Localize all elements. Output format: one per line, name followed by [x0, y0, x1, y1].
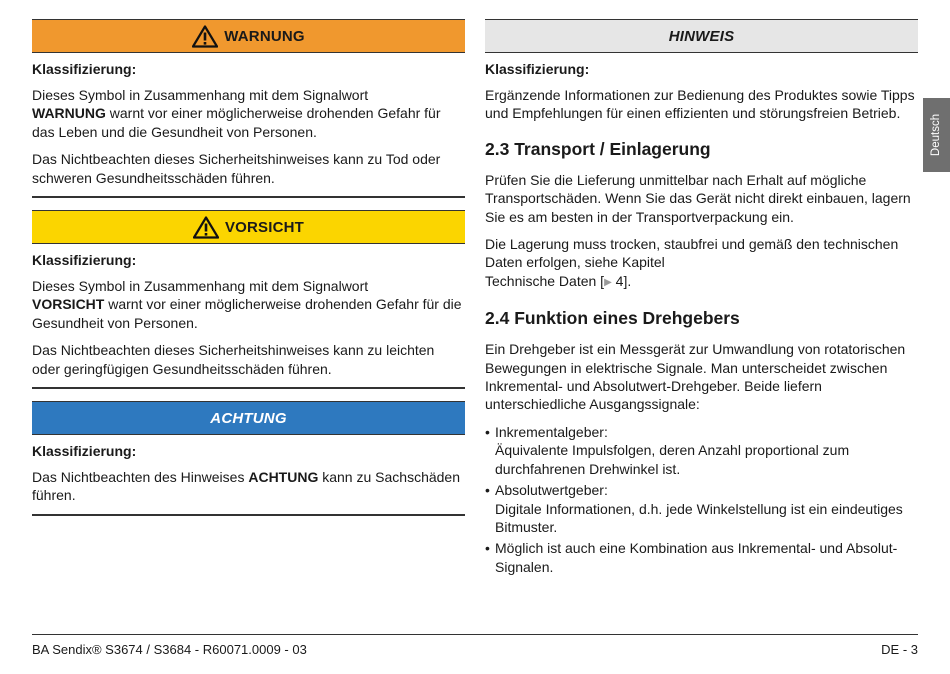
transport-paragraph-1: Prüfen Sie die Lieferung unmittelbar nach Erhalt auf mögliche Transportschäden. Wenn Sie das Gerät nicht direkt einbauen, lagern Sie es am besten in der Transportverpackung ein. [485, 171, 911, 225]
footer-page-number: DE - 3 [881, 642, 918, 657]
caution-classification-label: Klassifizierung: [32, 252, 137, 269]
list-item: • Inkrementalgeber: Äquivalente Impulsfolgen, deren Anzahl proportional zum durchfahrenen Drehwinkel ist. [485, 423, 918, 478]
right-column [485, 19, 918, 579]
notice-paragraph-1: Das Nichtbeachten des Hinweises ACHTUNG kann zu Sachschäden führen. [32, 469, 460, 504]
warning-triangle-icon [193, 216, 219, 239]
hint-title: HINWEIS [668, 27, 735, 45]
section-heading-function: 2.4 Funktion eines Drehgebers [485, 308, 740, 329]
divider [32, 196, 465, 198]
warning-paragraph-2: Das Nichtbeachten dieses Sicherheitshinweises kann zu Tod oder schweren Gesundheitsschäden führen. [32, 151, 441, 186]
function-paragraph-1: Ein Drehgeber ist ein Messgerät zur Umwandlung von rotatorischen Bewegungen in elektrische Signale. Man unterscheidet zwischen Inkremental- und Absolutwert-Drehgeber. Beide liefern unterschiedliche Ausgangssignale: [485, 341, 906, 413]
notice-title: ACHTUNG [210, 409, 287, 427]
warning-banner [32, 19, 465, 53]
transport-paragraph-2: Die Lagerung muss trocken, staubfrei und gemäß den technischen Daten erfolgen, siehe Kapitel Technische Daten [▶ 4]. [485, 235, 918, 292]
notice-classification-label: Klassifizierung: [32, 443, 137, 460]
hint-paragraph: Ergänzende Informationen zur Bedienung des Produktes sowie Tipps und Empfehlungen für einen effizienten und störungsfreien Betrieb. [485, 87, 915, 122]
caution-paragraph-2: Das Nichtbeachten dieses Sicherheitshinweises kann zu leichten oder geringfügigen Gesundheitsschäden führen. [32, 342, 435, 377]
language-side-tab [923, 98, 950, 172]
footer-document-id: BA Sendix® S3674 / S3684 - R60071.0009 - 03 [32, 642, 307, 657]
caution-banner [32, 210, 465, 244]
list-item: • Möglich ist auch eine Kombination aus Inkremental- und Absolut-Signalen. [485, 539, 918, 576]
left-column [32, 19, 465, 528]
divider [32, 514, 465, 516]
divider [32, 387, 465, 389]
warning-title: WARNUNG [224, 27, 305, 45]
language-side-tab-label: Deutsch [930, 113, 943, 157]
hint-classification-label: Klassifizierung: [485, 61, 590, 77]
caution-paragraph-1: Dieses Symbol in Zusammenhang mit dem Signalwort VORSICHT warnt vor einer möglicherweise drohenden Gefahr für die Gesundheit von Personen. [32, 278, 462, 331]
output-signal-list [485, 423, 918, 576]
caution-title: VORSICHT [224, 218, 305, 236]
cross-reference-arrow-icon: ▶ [604, 276, 612, 288]
section-heading-transport: 2.3 Transport / Einlagerung [485, 138, 711, 159]
warning-triangle-icon [192, 25, 218, 48]
footer-divider [32, 634, 918, 635]
warning-classification-label: Klassifizierung: [32, 61, 137, 77]
hint-banner [485, 19, 918, 53]
technical-data-page-link[interactable]: 4 [615, 272, 624, 289]
warning-paragraph-1: Dieses Symbol in Zusammenhang mit dem Signalwort WARNUNG warnt vor einer möglicherweise drohenden Gefahr für das Leben und die Gesundheit von Personen. [32, 87, 441, 140]
list-item: • Absolutwertgeber: Digitale Informationen, d.h. jede Winkelstellung ist ein eindeutiges Bitmuster. [485, 481, 918, 536]
notice-banner [32, 401, 465, 435]
